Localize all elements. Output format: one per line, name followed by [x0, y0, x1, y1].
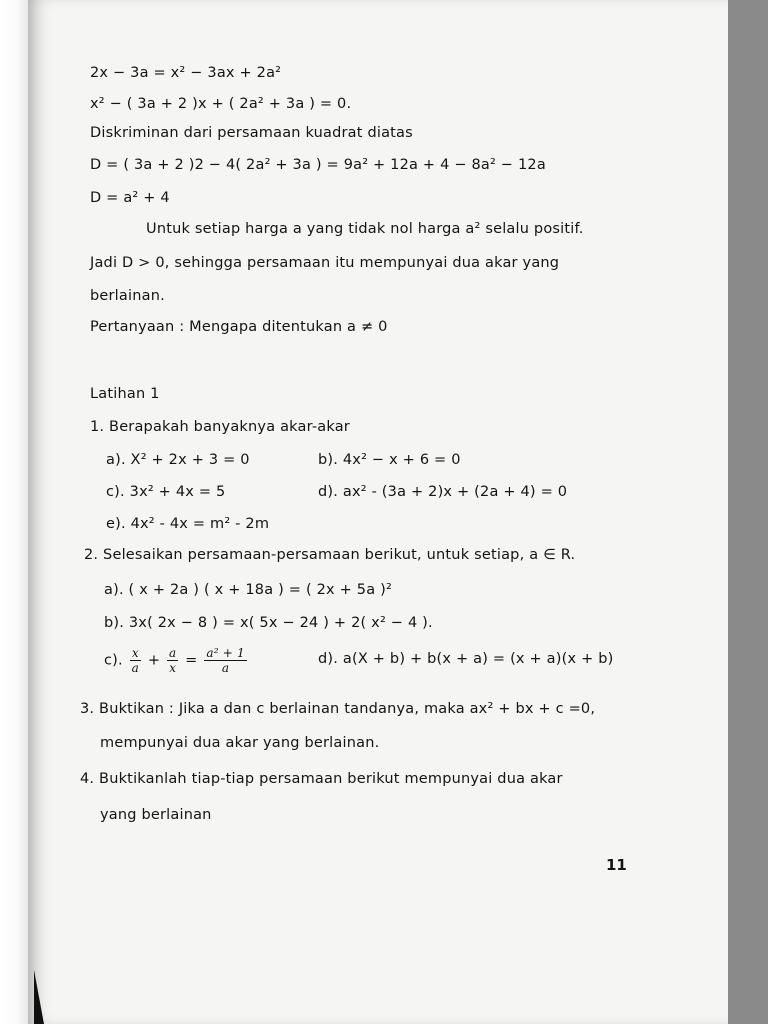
exercise-2b: b). 3x( 2x − 8 ) = x( 5x − 24 ) + 2( x² − 4 ). [104, 615, 433, 631]
exercise-2c-label: c). [104, 652, 123, 669]
exercise-1e: e). 4x² - 4x = m² - 2m [106, 516, 270, 532]
scan-corner-mark [34, 970, 44, 1024]
explanation-line: Untuk setiap harga a yang tidak nol harga a² selalu positif. [146, 221, 584, 237]
discriminant-result: D = a² + 4 [90, 190, 170, 206]
equals-sign: = [185, 652, 198, 669]
exercise-1c: c). 3x² + 4x = 5 [106, 484, 226, 500]
fraction-numerator: a² + 1 [206, 646, 245, 660]
page-margin-shade [0, 0, 28, 1024]
fraction-a-squared-plus-1-over-a [204, 646, 246, 675]
equation-line-1: 2x − 3a = x² − 3ax + 2a² [90, 65, 282, 81]
exercise-2-prompt: 2. Selesaikan persamaan-persamaan berikut, untuk setiap, a ∈ R. [84, 547, 576, 563]
fraction-denominator: a [131, 661, 140, 675]
fraction-a-over-x [167, 646, 178, 675]
discriminant-equation: D = ( 3a + 2 )2 − 4( 2a² + 3a ) = 9a² + 12a + 4 − 8a² − 12a [90, 157, 546, 173]
discriminant-heading: Diskriminan dari persamaan kuadrat diatas [90, 125, 413, 141]
equation-line-2: x² − ( 3a + 2 )x + ( 2a² + 3a ) = 0. [90, 96, 352, 112]
exercise-2d: d). a(X + b) + b(x + a) = (x + a)(x + b) [318, 651, 614, 667]
exercise-3-line-2: mempunyai dua akar yang berlainan. [100, 735, 380, 751]
exercise-title: Latihan 1 [90, 386, 160, 402]
fraction-x-over-a [130, 646, 141, 675]
exercise-4-line-2: yang berlainan [100, 807, 212, 823]
exercise-2a: a). ( x + 2a ) ( x + 18a ) = ( 2x + 5a )² [104, 582, 392, 598]
conclusion-line-2: berlainan. [90, 288, 165, 304]
exercise-2c [104, 646, 249, 675]
plus-sign: + [147, 652, 161, 669]
exercise-1a: a). X² + 2x + 3 = 0 [106, 452, 250, 468]
exercise-1-prompt: 1. Berapakah banyaknya akar-akar [90, 419, 350, 435]
exercise-3-line-1: 3. Buktikan : Jika a dan c berlainan tandanya, maka ax² + bx + c =0, [80, 701, 596, 717]
page-number: 11 [606, 856, 627, 874]
exercise-4-line-1: 4. Buktikanlah tiap-tiap persamaan berikut mempunyai dua akar [80, 771, 563, 787]
fraction-denominator: x [169, 661, 177, 675]
fraction-denominator: a [221, 661, 230, 675]
fraction-numerator: a [169, 646, 177, 660]
fraction-numerator: x [130, 646, 141, 661]
exercise-1b: b). 4x² − x + 6 = 0 [318, 452, 461, 468]
conclusion-line-1: Jadi D > 0, sehingga persamaan itu mempunyai dua akar yang [90, 255, 560, 271]
question-line: Pertanyaan : Mengapa ditentukan a ≠ 0 [90, 319, 388, 335]
exercise-1d: d). ax² - (3a + 2)x + (2a + 4) = 0 [318, 484, 568, 500]
